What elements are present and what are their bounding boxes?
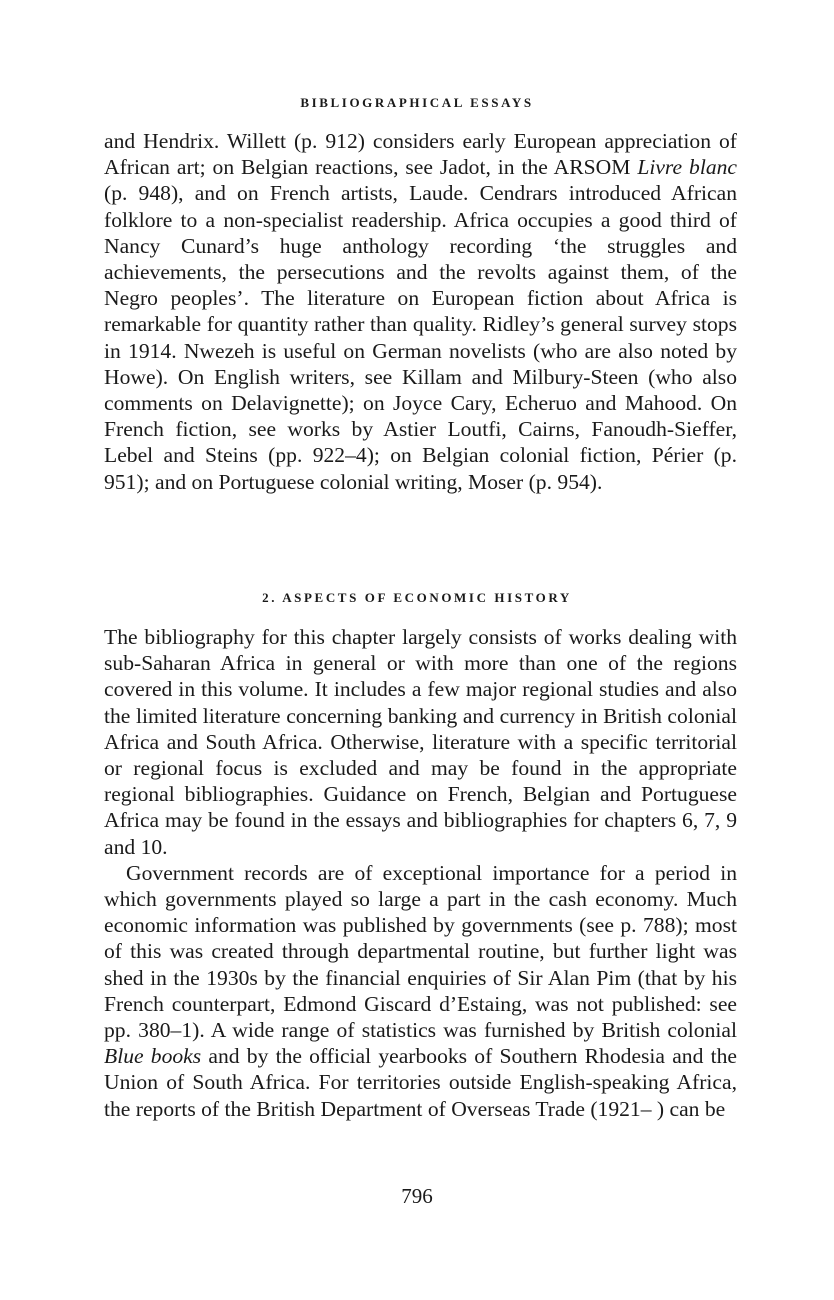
section-heading: 2. ASPECTS OF ECONOMIC HISTORY [262,590,572,605]
page-number: 796 [401,1184,433,1208]
paragraph-text: The bibliography for this chapter largely consists of works dealing with sub-Saharan Africa in general or with more than one of the regions covered in this volume. It includes a few major regional studies and also the limited literature concerning banking and currency in British colonial Africa and South Africa. Otherwise, literature with a specific territorial or regional focus is excluded and may be found in the appropriate regional bibliographies. Guidance on French, Belgian and Portuguese Africa may be found in the essays and bibliographies for chapters 6, 7, 9 and 10. [104,625,737,859]
paragraph-text: Government records are of exceptional importance for a period in which governments played so large a part in the cash economy. Much economic information was published by governments (see p. 788); most of this was created through departmental routine, but further light was shed in the 1930s by the financial enquiries of Sir Alan Pim (that by his French counterpart, Edmond Giscard d’Estaing, was not published: see pp. 380–1). A wide range of statistics was furnished by British colonial Blue books and by the official yearbooks of Southern Rhodesia and the Union of South Africa. For territories outside English-speaking Africa, the reports of the British Department of Overseas Trade (1921– ) can be [104,860,737,1121]
section-body [104,624,737,1122]
intro-paragraph [104,128,737,495]
running-head: BIBLIOGRAPHICAL ESSAYS [300,95,534,110]
italic-title: Livre blanc [637,155,737,180]
italic-title: Blue books [104,1044,202,1069]
paragraph-text: and Hendrix. Willett (p. 912) considers early European appreciation of African art; on Belgian reactions, see Jadot, in the ARSOM Livre blanc (p. 948), and on French artists, Laude. Cendrars introduced African folklore to a non-specialist readership. Africa occupies a good third of Nancy Cunard’s huge anthology recording ‘the struggles and achievements, the persecutions and the revolts against them, of the Negro peoples’. The literature on European fiction about Africa is remarkable for quantity rather than quality. Ridley’s general survey stops in 1914. Nwezeh is useful on German novelists (who are also noted by Howe). On English writers, see Killam and Milbury-Steen (who also comments on Delavignette); on Joyce Cary, Echeruo and Mahood. On French fiction, see works by Astier Loutfi, Cairns, Fanoudh-Sieffer, Lebel and Steins (pp. 922–4); on Belgian colonial fiction, Périer (p. 951); and on Portuguese colonial writing, Moser (p. 954). [104,129,737,494]
